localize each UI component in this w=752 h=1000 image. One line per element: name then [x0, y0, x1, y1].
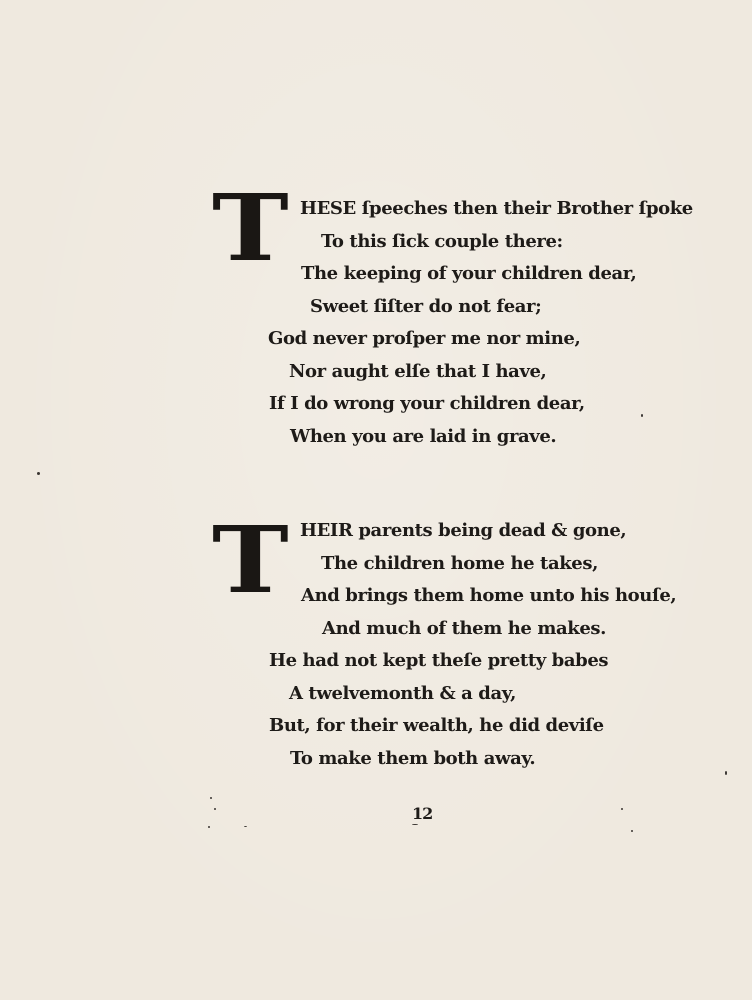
page-number: 12 — [412, 804, 433, 823]
paper-speck — [214, 808, 216, 810]
verse-line: But, for their wealth, he did deviſe — [269, 715, 604, 736]
drop-cap: T — [212, 506, 289, 614]
verse-line: To make them both away. — [290, 748, 536, 769]
paper-speck — [631, 830, 633, 832]
verse-line: The keeping of your children dear, — [301, 263, 637, 284]
drop-cap: T — [212, 174, 289, 282]
verse-line: He had not kept theſe pretty babes — [269, 650, 609, 671]
verse-line: HEIR parents being dead & gone, — [300, 520, 627, 541]
verse-line: To this ſick couple there: — [321, 231, 563, 252]
verse-line: HESE ſpeeches then their Brother ſpoke — [300, 198, 693, 219]
verse-line: God never proſper me nor mine, — [268, 328, 581, 349]
verse-line: If I do wrong your children dear, — [269, 393, 585, 414]
verse-line: And brings them home unto his houſe, — [301, 585, 677, 606]
paper-speck — [208, 826, 210, 828]
paper-speck — [725, 771, 727, 775]
paper-speck — [210, 797, 212, 799]
verse-line: Nor aught elſe that I have, — [289, 361, 547, 382]
paper-speck — [37, 472, 40, 475]
verse-line: A twelvemonth & a day, — [289, 683, 516, 704]
verse-line: The children home he takes, — [321, 553, 598, 574]
paper-speck — [621, 808, 623, 810]
paper-speck — [641, 414, 643, 417]
verse-line: When you are laid in grave. — [290, 426, 557, 447]
verse-line: Sweet ſiſter do not fear; — [310, 296, 542, 317]
paper-speck — [412, 824, 418, 825]
paper-speck — [244, 826, 247, 827]
verse-line: And much of them he makes. — [322, 618, 606, 639]
